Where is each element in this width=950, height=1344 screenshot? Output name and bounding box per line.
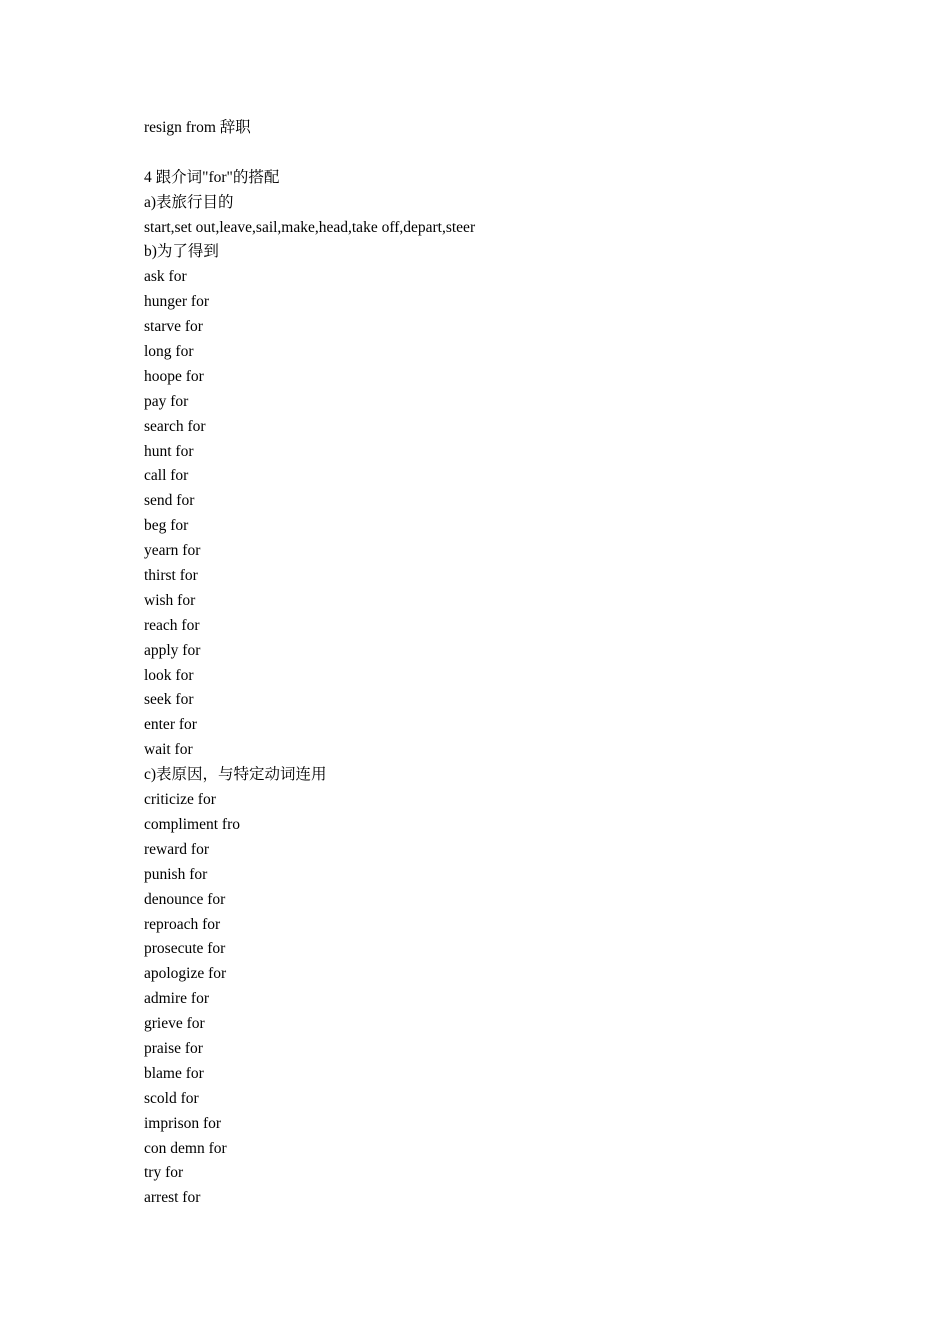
group-heading: c)表原因，与特定动词连用: [144, 766, 327, 784]
collocation-item: reward for: [144, 840, 209, 858]
collocation-item: apologize for: [144, 965, 227, 983]
collocation-item: hunger for: [144, 293, 209, 311]
collocation-item: con demn for: [144, 1139, 227, 1157]
collocation-item: ask for: [144, 268, 187, 286]
collocation-item: praise for: [144, 1039, 203, 1057]
collocation-item: reach for: [144, 616, 200, 634]
collocation-item: apply for: [144, 641, 201, 659]
collocation-item: wish for: [144, 591, 196, 609]
collocation-item: prosecute for: [144, 940, 226, 958]
collocation-item: long for: [144, 343, 194, 361]
collocation-item: call for: [144, 467, 189, 485]
collocation-item: pay for: [144, 392, 189, 410]
collocation-item: compliment fro: [144, 815, 240, 833]
collocation-item: hunt for: [144, 442, 194, 460]
group-heading: b)为了得到: [144, 243, 219, 261]
collocation-item: blame for: [144, 1064, 204, 1082]
collocation-item: enter for: [144, 716, 197, 734]
collocation-item: scold for: [144, 1089, 199, 1107]
collocation-item: hoope for: [144, 367, 204, 385]
collocation-item: beg for: [144, 517, 189, 535]
collocation-item: admire for: [144, 990, 209, 1008]
collocation-item: punish for: [144, 865, 208, 883]
collocation-item: wait for: [144, 741, 193, 759]
collocation-item: try for: [144, 1164, 184, 1182]
collocation-item: arrest for: [144, 1189, 201, 1207]
collocation-item: starve for: [144, 318, 203, 336]
paragraph-gap: [144, 141, 904, 166]
collocation-item: imprison for: [144, 1114, 222, 1132]
collocation-item: criticize for: [144, 791, 216, 809]
section-heading: 4 跟介词"for"的搭配: [144, 168, 280, 186]
collocation-groups: [144, 191, 904, 1212]
collocation-item: look for: [144, 666, 194, 684]
intro-line: resign from 辞职: [144, 119, 251, 136]
collocation-item: denounce for: [144, 890, 226, 908]
collocation-item: send for: [144, 492, 195, 510]
collocation-item: search for: [144, 417, 206, 435]
collocation-item: grieve for: [144, 1015, 205, 1033]
collocation-item: reproach for: [144, 915, 221, 933]
collocation-item: thirst for: [144, 567, 198, 585]
collocation-item: yearn for: [144, 542, 201, 560]
collocation-item: start,set out,leave,sail,make,head,take off,depart,steer: [144, 218, 476, 236]
group-heading: a)表旅行目的: [144, 193, 234, 211]
collocation-item: seek for: [144, 691, 194, 709]
document-page: [144, 116, 904, 1211]
